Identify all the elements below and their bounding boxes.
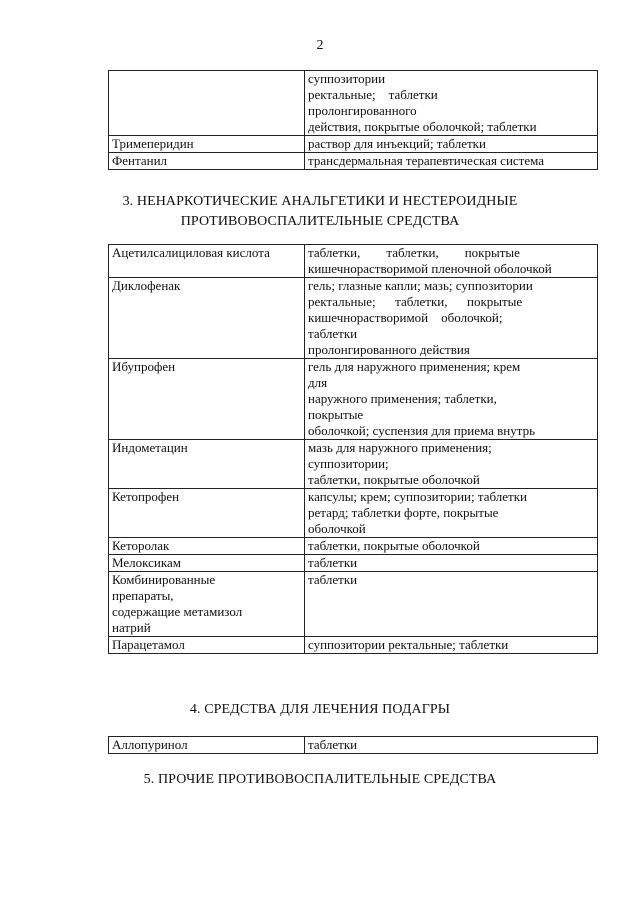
drug-name-cell: Парацетамол [109,637,305,654]
dosage-form-cell [305,489,598,538]
dosage-form-line: кишечнорастворимой оболочкой; [308,310,503,325]
table-row [109,572,598,637]
table-row [109,153,598,170]
table-row [109,489,598,538]
dosage-form-line: оболочкой [308,521,366,536]
dosage-form-line: капсулы; крем; суппозитории; таблетки [308,489,527,504]
dosage-form-line: раствор для инъекций; таблетки [308,136,486,151]
dosage-form-line: гель для наружного применения; крем [308,359,521,374]
section-3-heading [0,192,640,232]
dosage-form-line: наружного применения; таблетки, [308,391,497,406]
dosage-form-cell [305,245,598,278]
dosage-form-line: ректальные; таблетки [308,87,438,102]
dosage-form-cell [305,278,598,359]
table-row [109,440,598,489]
dosage-form-line: суппозитории; [308,456,389,471]
drug-name-line: Комбинированные [112,572,216,587]
dosage-form-cell [305,538,598,555]
drug-name-cell: Индометацин [109,440,305,489]
dosage-form-cell [305,572,598,637]
dosage-form-line: ретард; таблетки форте, покрытые [308,505,499,520]
drug-name-cell: Аллопуринол [109,737,305,754]
table-row [109,538,598,555]
dosage-form-line: мазь для наружного применения; [308,440,492,455]
table-row [109,71,598,136]
dosage-form-line: покрытые [308,407,364,422]
drug-name-cell: Мелоксикам [109,555,305,572]
dosage-form-line: таблетки, таблетки, покрытые [308,245,520,260]
dosage-form-line: суппозитории ректальные; таблетки [308,637,509,652]
dosage-form-cell [305,71,598,136]
drug-name-cell: Фентанил [109,153,305,170]
table-row [109,555,598,572]
drug-table-section-3 [108,244,598,654]
section-4-heading [0,700,640,720]
dosage-form-line: пролонгированного действия [308,342,470,357]
dosage-form-line: таблетки, покрытые оболочкой [308,538,480,553]
dosage-form-line: пролонгированного [308,103,417,118]
section-5-heading [0,770,640,790]
dosage-form-cell [305,555,598,572]
table-row [109,737,598,754]
table-row [109,245,598,278]
dosage-form-cell [305,136,598,153]
dosage-form-cell [305,359,598,440]
page-number: 2 [316,38,324,53]
dosage-form-line: для [308,375,328,390]
drug-name-cell: Кеторолак [109,538,305,555]
table-row [109,136,598,153]
heading-line: 4. СРЕДСТВА ДЛЯ ЛЕЧЕНИЯ ПОДАГРЫ [189,702,451,717]
heading-line: ПРОТИВОВОСПАЛИТЕЛЬНЫЕ СРЕДСТВА [180,214,460,229]
dosage-form-line: трансдермальная терапевтическая система [308,153,545,168]
drug-table-continuation [108,70,598,170]
dosage-form-cell [305,153,598,170]
dosage-form-line: суппозитории [308,71,386,86]
table-row [109,637,598,654]
drug-name-cell: Тримеперидин [109,136,305,153]
table-row [109,359,598,440]
heading-line: 3. НЕНАРКОТИЧЕСКИЕ АНАЛЬГЕТИКИ И НЕСТЕРОИДНЫЕ [122,194,518,209]
dosage-form-line: таблетки [308,572,358,587]
dosage-form-cell [305,440,598,489]
drug-name-line: натрий [112,620,151,635]
drug-name-cell: Ибупрофен [109,359,305,440]
dosage-form-line: ректальные; таблетки, покрытые [308,294,523,309]
dosage-form-line: действия, покрытые оболочкой; таблетки [308,119,537,134]
table-row [109,278,598,359]
drug-name-line: содержащие метамизол [112,604,243,619]
dosage-form-cell [305,637,598,654]
drug-name-cell: Ацетилсалициловая кислота [109,245,305,278]
drug-name-cell [109,71,305,136]
drug-name-cell: Кетопрофен [109,489,305,538]
dosage-form-line: гель; глазные капли; мазь; суппозитории [308,278,533,293]
drug-name-cell [109,572,305,637]
dosage-form-line: таблетки, покрытые оболочкой [308,472,480,487]
drug-table-section-4 [108,736,598,754]
heading-line: 5. ПРОЧИЕ ПРОТИВОВОСПАЛИТЕЛЬНЫЕ СРЕДСТВА [143,772,497,787]
dosage-form-line: кишечнорастворимой пленочной оболочкой [308,261,552,276]
drug-name-cell: Диклофенак [109,278,305,359]
dosage-form-line: таблетки [308,555,358,570]
drug-name-line: препараты, [112,588,174,603]
dosage-form-line: таблетки [308,326,358,341]
dosage-form-cell [305,737,598,754]
dosage-form-line: оболочкой; суспензия для приема внутрь [308,423,536,438]
dosage-form-line: таблетки [308,737,358,752]
